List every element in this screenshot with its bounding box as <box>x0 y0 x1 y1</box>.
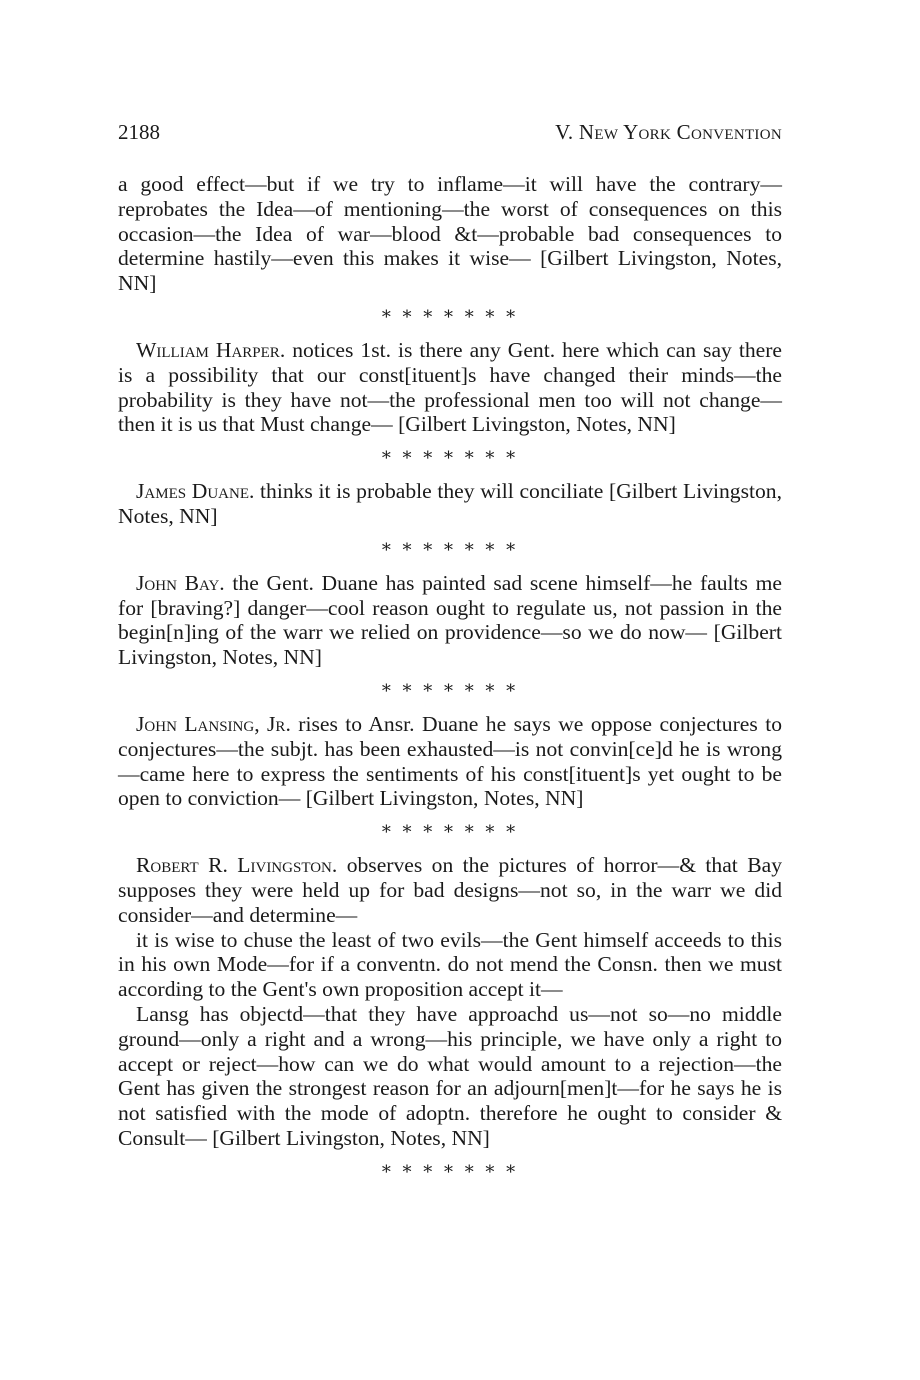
section-separator: * * * * * * * <box>381 1161 519 1183</box>
section-separator: * * * * * * * <box>381 822 519 844</box>
speech-text: thinks it is probable they will conciliate [Gilbert Livingston, Notes, NN] <box>118 479 782 528</box>
section-separator: * * * * * * * <box>381 448 519 470</box>
section-separator: * * * * * * * <box>381 539 519 561</box>
harper-paragraph <box>118 338 782 437</box>
running-title: V. New York Convention <box>555 120 782 144</box>
speaker-name: John Lansing, Jr. <box>136 711 291 736</box>
livingston-paragraph-3: Lansg has objectd—that they have approachd us—not so—no middle ground—only a right and a wrong—his principle, we have only a right to accept or reject—how can we do what would amount to a rejection—the Gent has given the strongest reason for an adjourn[men]t—for he says he is not satisfied with the mode of adoptn. therefore he ought to consider & Consult— [Gilbert Livingston, Notes, NN] <box>118 1001 782 1150</box>
section-separator: * * * * * * * <box>381 680 519 702</box>
lansing-paragraph <box>118 712 782 811</box>
running-head <box>118 120 782 150</box>
body-text <box>118 172 782 1185</box>
speaker-name: James Duane. <box>136 479 255 504</box>
livingston-paragraph <box>118 853 782 927</box>
speech-text: rises to Ansr. Duane he says we oppose conjectures to conjectures—the subjt. has been exhausted—is not convin[ce]d he is wrong—came here to express the sentiments of his const[ituent]s yet ought to be open to conviction— [Gilbert Livingston, Notes, NN] <box>118 711 782 811</box>
section-separator: * * * * * * * <box>381 306 519 328</box>
duane-paragraph <box>118 479 782 529</box>
intro-paragraph: a good effect—but if we try to inflame—it will have the contrary—reprobates the Idea—of mentioning—the worst of consequences on this occasion—the Idea of war—blood &t—probable bad consequences to determine hastily—even this makes it wise— [Gilbert Livingston, Notes, NN] <box>118 172 782 296</box>
speaker-name: Robert R. Livingston. <box>136 853 338 878</box>
speaker-name: John Bay. <box>136 570 225 595</box>
document-page <box>118 120 782 1193</box>
speech-text: observes on the pictures of horror—& that Bay supposes they were held up for bad designs—not so, in the warr we did consider—and determine— <box>118 853 782 927</box>
livingston-paragraph-2: it is wise to chuse the least of two evils—the Gent himself acceeds to this in his own Mode—for if a conventn. do not mend the Consn. then we must according to the Gent's own proposition accept it— <box>118 927 782 1002</box>
speech-text: notices 1st. is there any Gent. here which can say there is a possibility that our const[ituent]s have changed their minds—the probability is they have not—the professional men too will not change—then it is us that Must change— [Gilbert Livingston, Notes, NN] <box>118 337 782 437</box>
bay-paragraph <box>118 571 782 670</box>
speaker-name: William Harper. <box>136 337 286 362</box>
page-number: 2188 <box>118 120 160 144</box>
speech-text: the Gent. Duane has painted sad scene himself—he faults me for [braving?] danger—cool reason ought to regulate us, not passion in the begin[n]ing of the warr we relied on providence—so we do now— [Gilbert Livingston, Notes, NN] <box>118 570 783 670</box>
